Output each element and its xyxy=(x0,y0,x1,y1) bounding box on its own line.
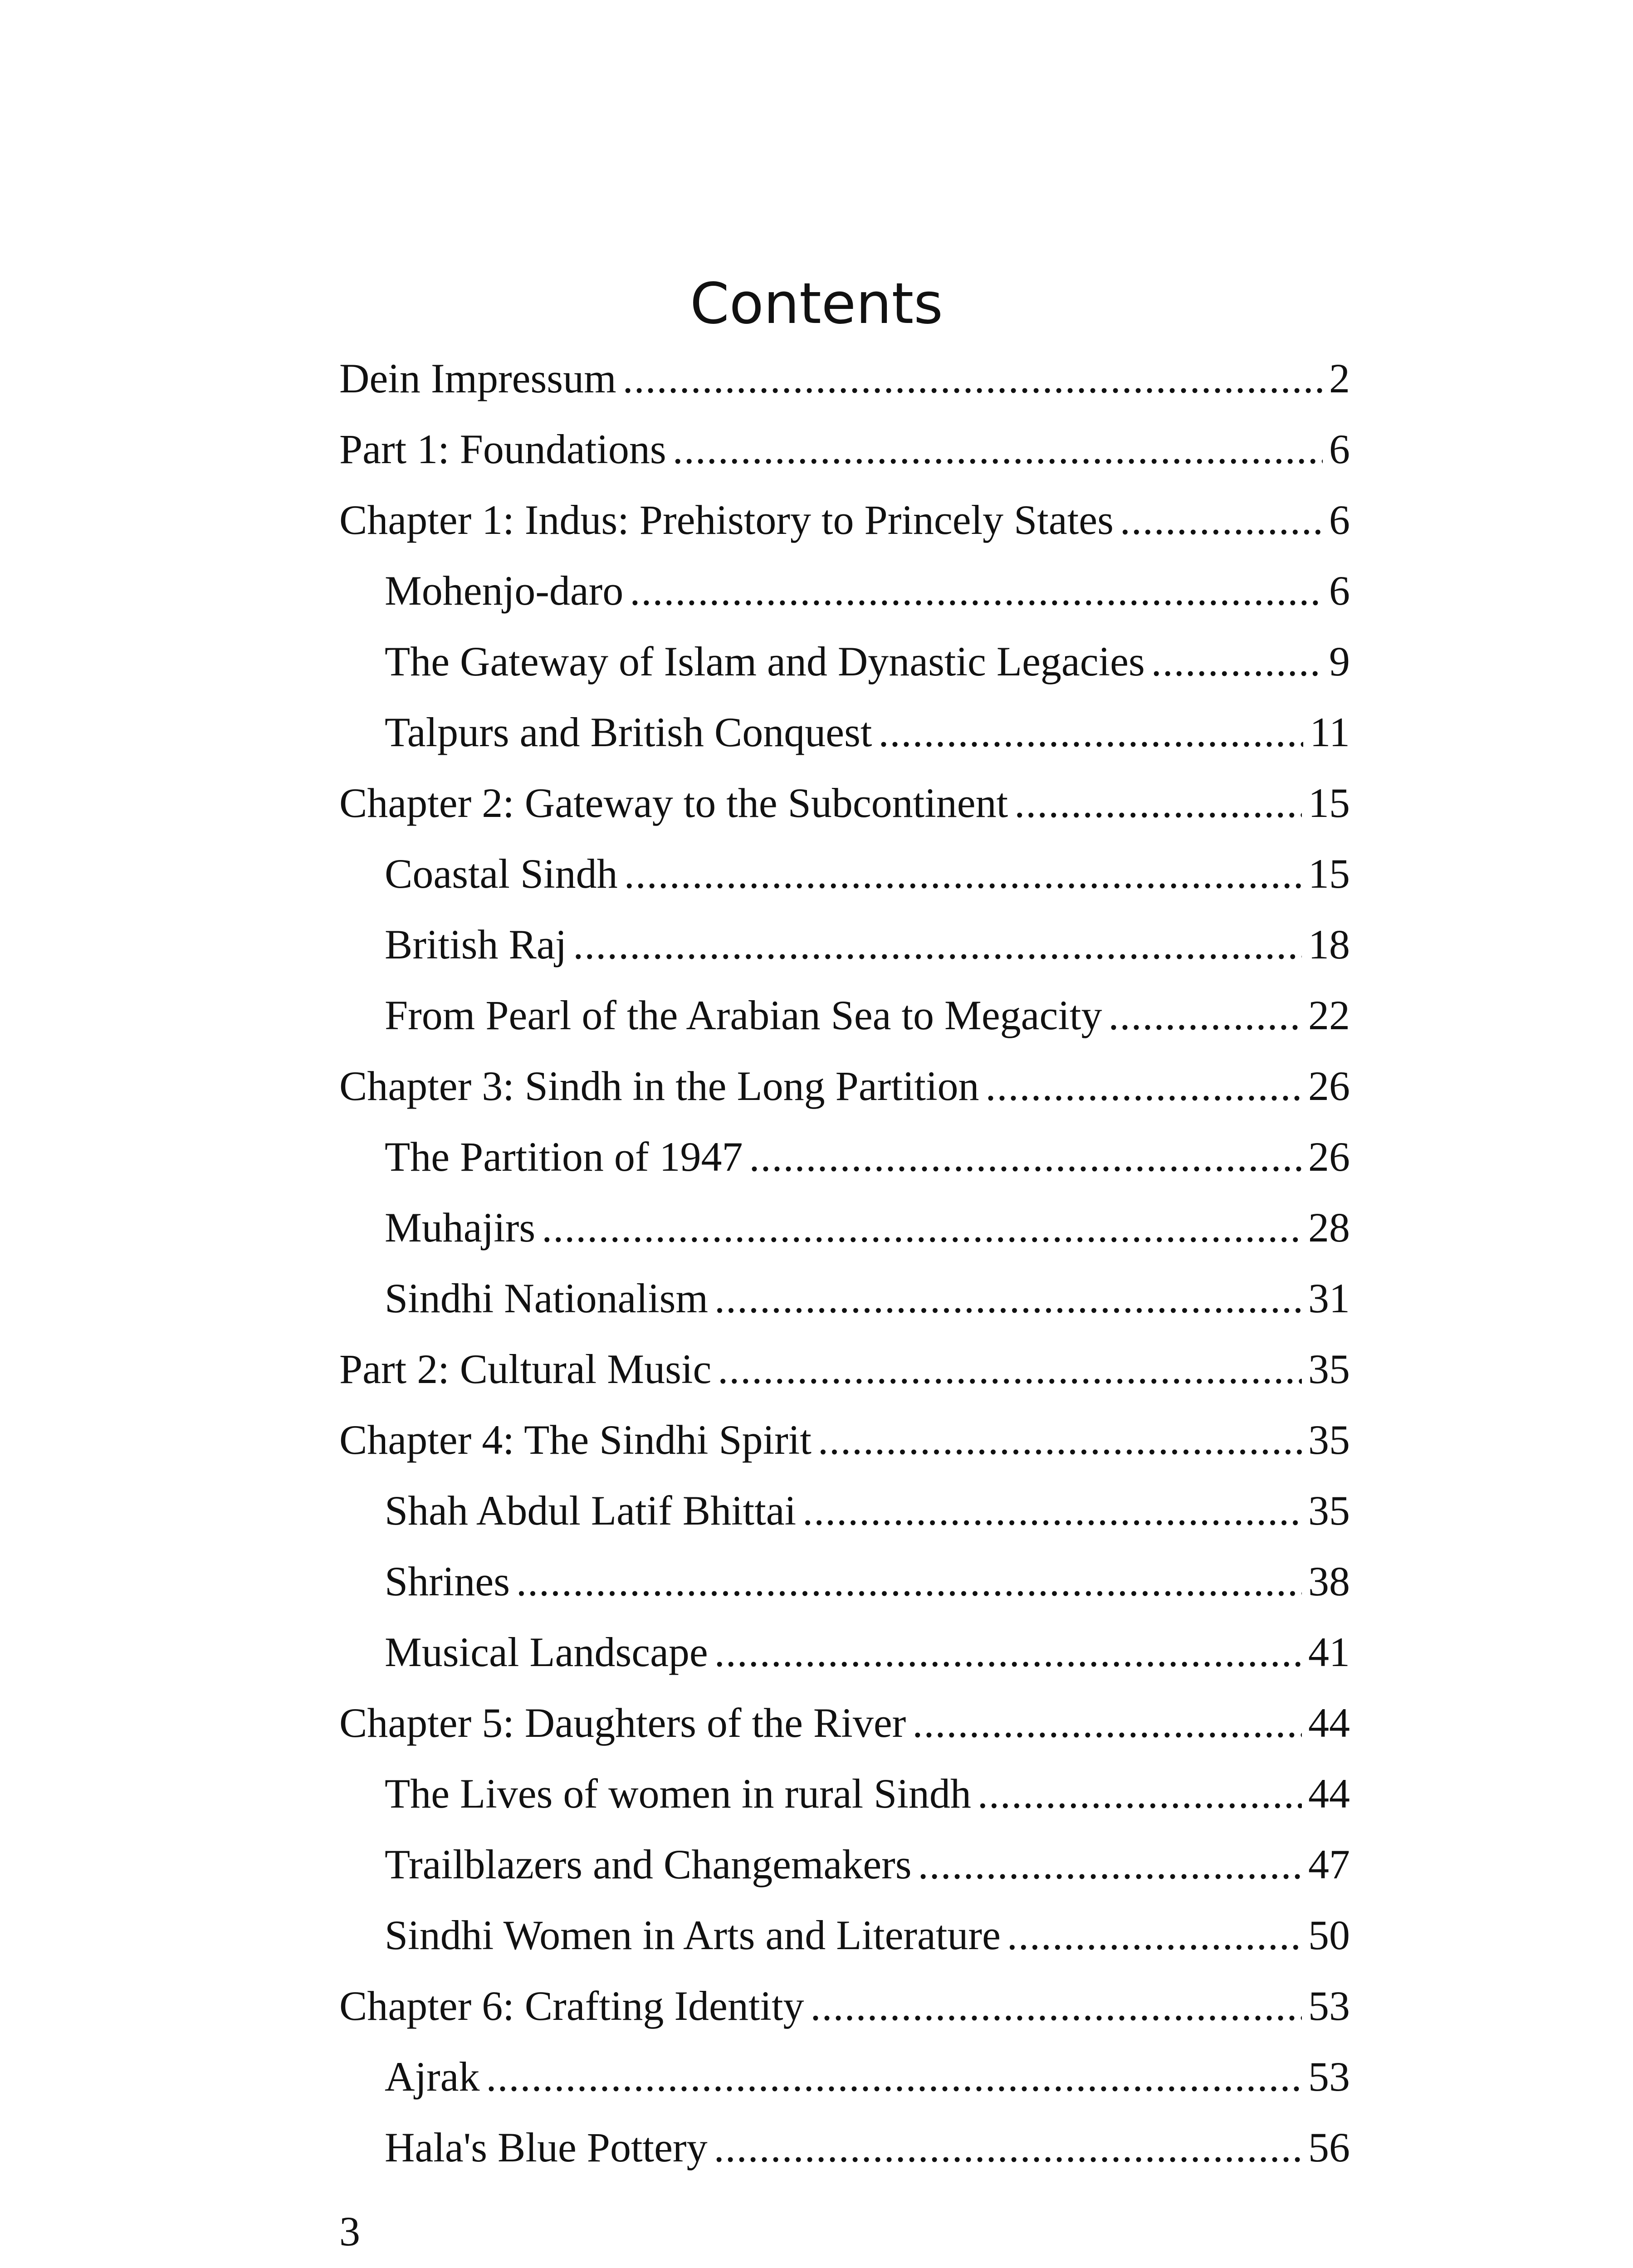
dot-leader xyxy=(978,1769,1302,1818)
toc-entry[interactable] xyxy=(339,343,1350,414)
toc-entry-title: Chapter 6: Crafting Identity xyxy=(339,1981,804,2031)
toc-entry-page-number: 44 xyxy=(1308,1700,1350,1746)
toc-entry-title: Trailblazers and Changemakers xyxy=(385,1839,912,1889)
toc-entry-page-number: 56 xyxy=(1308,2124,1350,2170)
toc-entry[interactable] xyxy=(339,1404,1350,1475)
toc-entry[interactable] xyxy=(339,980,1350,1051)
toc-entry[interactable] xyxy=(339,697,1350,767)
toc-entry-title: Dein Impressum xyxy=(339,353,616,403)
toc-entry-page-number: 50 xyxy=(1308,1912,1350,1958)
toc-entry-page-number: 47 xyxy=(1308,1841,1350,1887)
toc-entry[interactable] xyxy=(339,1687,1350,1758)
dot-leader xyxy=(811,1981,1302,2031)
toc-entry[interactable] xyxy=(339,414,1350,484)
toc-entry-title: Part 2: Cultural Music xyxy=(339,1344,711,1394)
toc-entry-page-number: 35 xyxy=(1308,1417,1350,1463)
toc-entry-page-number: 28 xyxy=(1308,1204,1350,1251)
dot-leader xyxy=(986,1061,1302,1111)
toc-entry-page-number: 6 xyxy=(1329,426,1350,472)
toc-entry[interactable] xyxy=(339,909,1350,980)
toc-entry-title: British Raj xyxy=(385,919,567,969)
dot-leader xyxy=(624,849,1302,899)
dot-leader xyxy=(573,919,1302,969)
toc-entry[interactable] xyxy=(339,1334,1350,1404)
toc-entry-page-number: 15 xyxy=(1308,780,1350,826)
toc-entry-title: Shah Abdul Latif Bhittai xyxy=(385,1486,796,1535)
toc-entry-page-number: 6 xyxy=(1329,567,1350,614)
dot-leader xyxy=(623,353,1323,403)
dot-leader xyxy=(714,2122,1302,2172)
dot-leader xyxy=(516,1556,1302,1606)
dot-leader xyxy=(673,424,1323,474)
toc-entry-title: Hala's Blue Pottery xyxy=(385,2122,708,2172)
dot-leader xyxy=(802,1486,1302,1535)
dot-leader xyxy=(1120,495,1323,545)
toc-entry-page-number: 31 xyxy=(1308,1275,1350,1321)
toc-entry-page-number: 9 xyxy=(1329,638,1350,684)
page-number: 3 xyxy=(339,2208,360,2254)
toc-entry-page-number: 2 xyxy=(1329,355,1350,401)
dot-leader xyxy=(714,1273,1302,1323)
toc-entry[interactable] xyxy=(339,484,1350,555)
toc-entry[interactable] xyxy=(339,1900,1350,1970)
dot-leader xyxy=(714,1627,1302,1677)
toc-entry[interactable] xyxy=(339,1263,1350,1334)
dot-leader xyxy=(749,1132,1302,1182)
toc-entry[interactable] xyxy=(339,555,1350,626)
dot-leader xyxy=(486,2052,1302,2102)
toc-entry-page-number: 38 xyxy=(1308,1558,1350,1604)
toc-entry-page-number: 35 xyxy=(1308,1487,1350,1534)
dot-leader xyxy=(1108,990,1302,1040)
page-title: Contents xyxy=(690,271,943,337)
toc-entry-title: Chapter 5: Daughters of the River xyxy=(339,1698,906,1748)
toc-entry[interactable] xyxy=(339,2112,1350,2183)
toc-entry-title: Mohenjo-daro xyxy=(385,566,623,616)
dot-leader xyxy=(818,1415,1302,1465)
toc-entry-page-number: 41 xyxy=(1308,1629,1350,1675)
toc-entry-title: Talpurs and British Conquest xyxy=(385,707,872,757)
dot-leader xyxy=(912,1698,1302,1748)
toc-entry-page-number: 11 xyxy=(1310,709,1350,755)
toc-entry[interactable] xyxy=(339,1121,1350,1192)
dot-leader xyxy=(1014,778,1302,828)
dot-leader xyxy=(918,1839,1302,1889)
toc-entry[interactable] xyxy=(339,1192,1350,1263)
dot-leader xyxy=(718,1344,1302,1394)
toc-entry-page-number: 22 xyxy=(1308,992,1350,1038)
toc-entry[interactable] xyxy=(339,2041,1350,2112)
toc-entry-title: Musical Landscape xyxy=(385,1627,708,1677)
toc-entry-page-number: 26 xyxy=(1308,1134,1350,1180)
toc-entry-title: Sindhi Women in Arts and Literature xyxy=(385,1910,1001,1960)
toc-entry-page-number: 18 xyxy=(1308,921,1350,968)
table-of-contents xyxy=(339,343,1350,2183)
toc-entry-title: Shrines xyxy=(385,1556,510,1606)
toc-entry-page-number: 53 xyxy=(1308,1983,1350,2029)
toc-entry-title: Chapter 4: The Sindhi Spirit xyxy=(339,1415,812,1465)
dot-leader xyxy=(1007,1910,1302,1960)
dot-leader xyxy=(879,707,1304,757)
toc-entry-title: Muhajirs xyxy=(385,1202,535,1252)
toc-entry[interactable] xyxy=(339,1617,1350,1687)
toc-entry[interactable] xyxy=(339,1758,1350,1829)
toc-entry-title: Chapter 3: Sindh in the Long Partition xyxy=(339,1061,979,1111)
toc-entry-title: Chapter 2: Gateway to the Subcontinent xyxy=(339,778,1008,828)
toc-entry-title: Coastal Sindh xyxy=(385,849,618,899)
dot-leader xyxy=(1151,636,1323,686)
toc-entry-page-number: 26 xyxy=(1308,1063,1350,1109)
toc-entry-title: Part 1: Foundations xyxy=(339,424,666,474)
toc-entry[interactable] xyxy=(339,1970,1350,2041)
toc-entry[interactable] xyxy=(339,1546,1350,1617)
toc-entry-page-number: 15 xyxy=(1308,850,1350,897)
toc-entry[interactable] xyxy=(339,1051,1350,1121)
toc-entry[interactable] xyxy=(339,838,1350,909)
dot-leader xyxy=(630,566,1323,616)
toc-entry-page-number: 35 xyxy=(1308,1346,1350,1392)
toc-entry[interactable] xyxy=(339,1475,1350,1546)
toc-entry-title: Ajrak xyxy=(385,2052,479,2102)
toc-entry-title: Chapter 1: Indus: Prehistory to Princely States xyxy=(339,495,1114,545)
toc-entry-page-number: 53 xyxy=(1308,2053,1350,2100)
toc-entry[interactable] xyxy=(339,767,1350,838)
toc-entry-page-number: 6 xyxy=(1329,497,1350,543)
toc-entry[interactable] xyxy=(339,626,1350,697)
toc-entry[interactable] xyxy=(339,1829,1350,1900)
toc-entry-title: From Pearl of the Arabian Sea to Megacity xyxy=(385,990,1102,1040)
toc-entry-title: The Gateway of Islam and Dynastic Legacies xyxy=(385,636,1145,686)
toc-entry-title: The Lives of women in rural Sindh xyxy=(385,1769,971,1818)
toc-entry-title: The Partition of 1947 xyxy=(385,1132,743,1182)
toc-entry-title: Sindhi Nationalism xyxy=(385,1273,708,1323)
toc-entry-page-number: 44 xyxy=(1308,1770,1350,1817)
dot-leader xyxy=(542,1202,1302,1252)
